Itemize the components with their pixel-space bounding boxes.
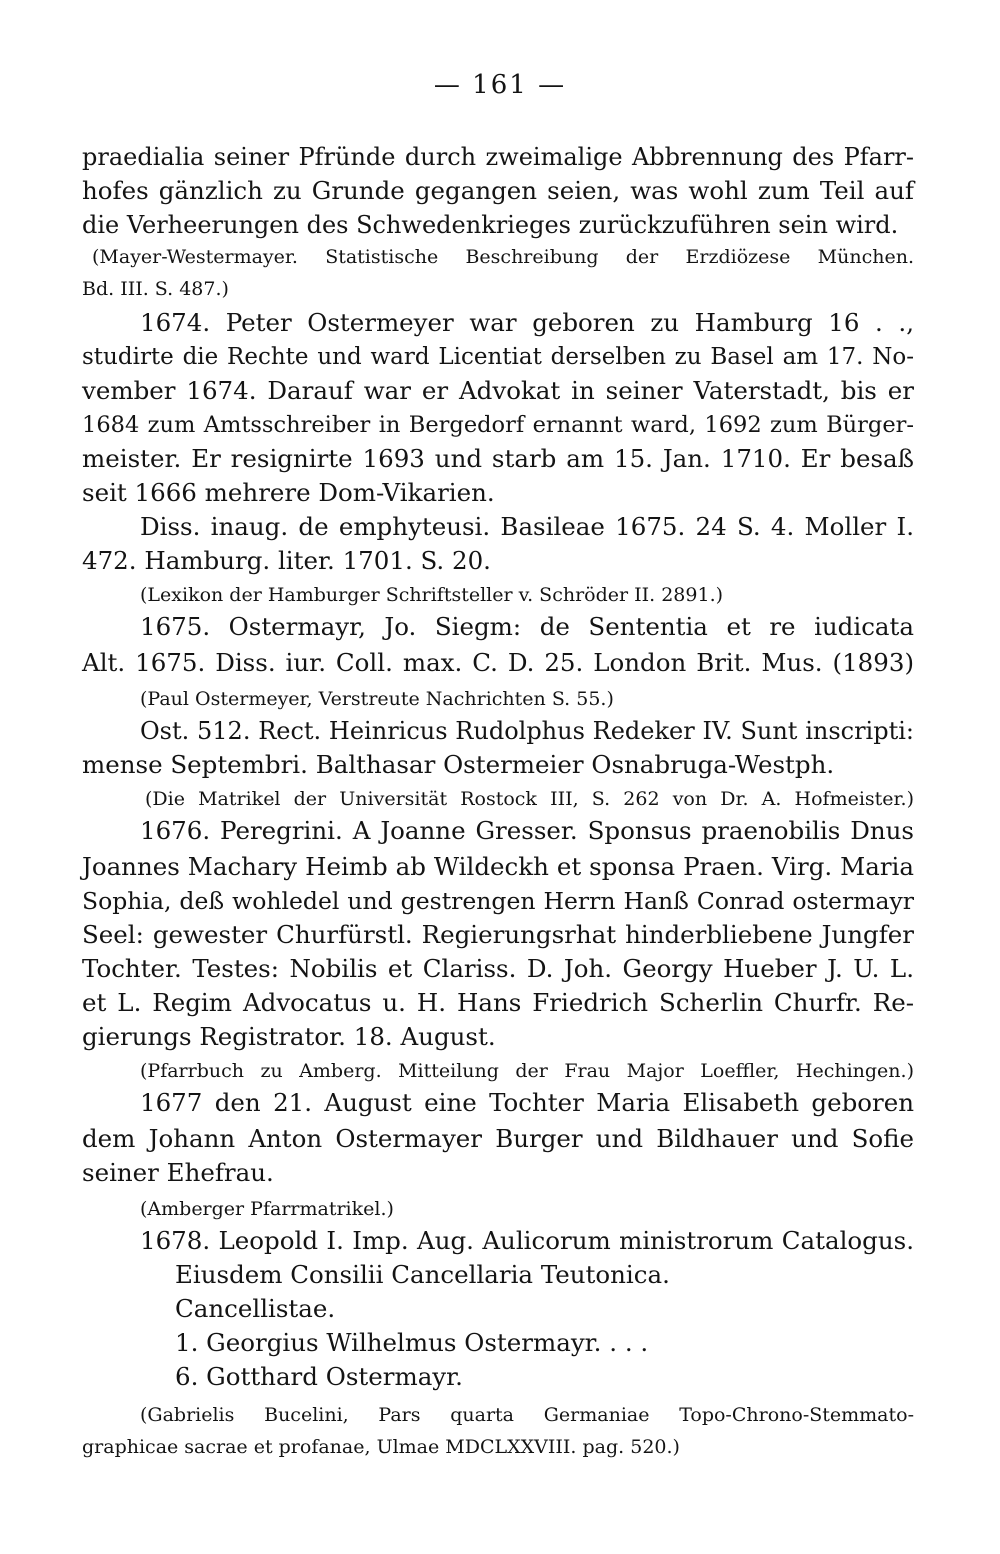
- text-line: Alt. 1675. Diss. iur. Coll. max. C. D. 25. London Brit. Mus. (1893): [82, 648, 914, 677]
- citation-line: Bd. III. S. 487.): [82, 278, 229, 300]
- text-line: Diss. inaug. de emphyteusi. Basileae 1675. 24 S. 4. Moller I.: [140, 512, 914, 541]
- page-number: — 161 —: [433, 70, 567, 100]
- citation-line: (Die Matrikel der Universität Rostock III, S. 262 von Dr. A. Hofmeister.): [145, 788, 914, 810]
- text-line: Sophia, deß wohledel und gestrengen Herrn Hanß Conrad ostermayr: [82, 887, 914, 915]
- entry-1674-heading: 1674. Peter Ostermeyer war geboren zu Hamburg 16 . .,: [140, 308, 914, 337]
- entry-1676-heading: 1676. Peregrini. A Joanne Gresser. Sponsus praenobilis Dnus: [140, 816, 914, 845]
- list-item: 6. Gotthard Ostermayr.: [175, 1362, 463, 1391]
- entry-1675-heading: 1675. Ostermayr, Jo. Siegm: de Sententia et re iudicata: [140, 612, 914, 641]
- text-line: Seel: gewester Churfürstl. Regierungsrhat hinderbliebene Jungfer: [82, 920, 914, 949]
- citation-line: (Gabrielis Bucelini, Pars quarta Germaniae Topo-Chrono-Stemmato-: [140, 1404, 914, 1426]
- list-item: 1. Georgius Wilhelmus Ostermayr. . . .: [175, 1328, 649, 1357]
- text-line: seiner Ehefrau.: [82, 1158, 274, 1187]
- text-line: Cancellistae.: [175, 1294, 336, 1323]
- text-line: et L. Regim Advocatus u. H. Hans Friedrich Scherlin Churfr. Re-: [82, 988, 914, 1017]
- text-line: Tochter. Testes: Nobilis et Clariss. D. Joh. Georgy Hueber J. U. L.: [82, 954, 914, 983]
- text-line: Joannes Machary Heimb ab Wildeckh et sponsa Praen. Virg. Maria: [82, 852, 914, 881]
- text-line: gierungs Registrator. 18. August.: [82, 1022, 496, 1051]
- citation-line: (Mayer-Westermayer. Statistische Beschreibung der Erzdiözese München.: [92, 246, 914, 268]
- text-line: Eiusdem Consilii Cancellaria Teutonica.: [175, 1260, 670, 1289]
- text-line: meister. Er resignirte 1693 und starb am 15. Jan. 1710. Er besaß: [82, 444, 914, 473]
- citation-line: (Paul Ostermeyer, Verstreute Nachrichten S. 55.): [140, 688, 614, 710]
- text-line: seit 1666 mehrere Dom-Vikarien.: [82, 478, 495, 507]
- text-line: vember 1674. Darauf war er Advokat in seiner Vaterstadt, bis er: [82, 376, 914, 405]
- text-line: 1684 zum Amtsschreiber in Bergedorf ernannt ward, 1692 zum Bürger-: [82, 412, 914, 438]
- citation-line: (Lexikon der Hamburger Schriftsteller v. Schröder II. 2891.): [140, 584, 724, 606]
- entry-1677-heading: 1677 den 21. August eine Tochter Maria Elisabeth geboren: [140, 1088, 914, 1117]
- text-line: studirte die Rechte und ward Licentiat derselben zu Basel am 17. No-: [82, 344, 914, 370]
- text-line: 472. Hamburg. liter. 1701. S. 20.: [82, 546, 491, 575]
- text-line: dem Johann Anton Ostermayer Burger und Bildhauer und Sofie: [82, 1124, 914, 1153]
- citation-line: (Amberger Pfarrmatrikel.): [140, 1198, 394, 1220]
- text-line: die Verheerungen des Schwedenkrieges zurückzuführen sein wird.: [82, 211, 899, 239]
- citation-line: (Pfarrbuch zu Amberg. Mitteilung der Frau Major Loeffler, Hechingen.): [140, 1060, 914, 1082]
- entry-1678-heading: 1678. Leopold I. Imp. Aug. Aulicorum ministrorum Catalogus.: [140, 1226, 914, 1255]
- text-line: Ost. 512. Rect. Heinricus Rudolphus Redeker IV. Sunt inscripti:: [140, 717, 914, 745]
- citation-line: graphicae sacrae et profanae, Ulmae MDCLXXVIII. pag. 520.): [82, 1436, 680, 1458]
- text-line: hofes gänzlich zu Grunde gegangen seien, was wohl zum Teil auf: [82, 176, 914, 205]
- text-line: praedialia seiner Pfründe durch zweimalige Abbrennung des Pfarr-: [82, 143, 914, 171]
- text-line: mense Septembri. Balthasar Ostermeier Osnabruga-Westph.: [82, 750, 835, 779]
